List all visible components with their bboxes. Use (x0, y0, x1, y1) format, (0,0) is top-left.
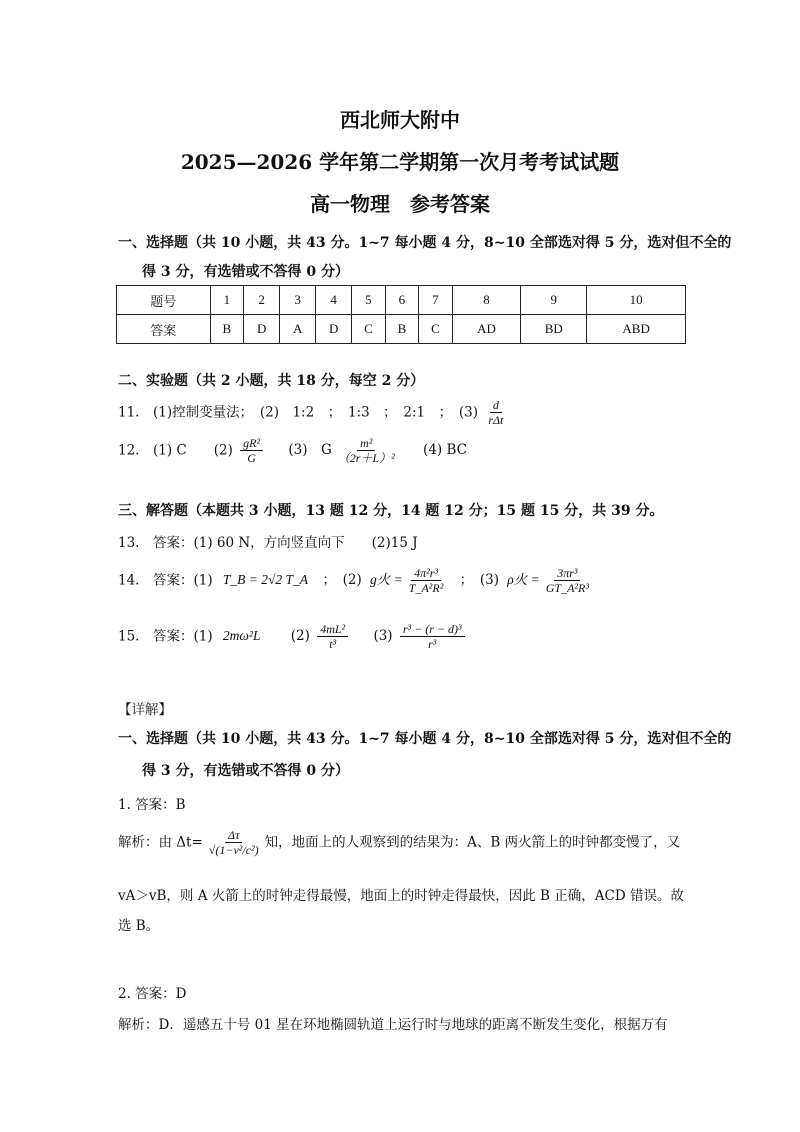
frac-num: gR² (240, 436, 263, 451)
table-cell: C (352, 315, 386, 344)
table-cell: BD (521, 315, 587, 344)
table-cell: B (210, 315, 244, 344)
q15-part3: (3) (373, 628, 393, 645)
q14-part2: ； (2) (322, 572, 362, 589)
table-header-cell: 题号 (117, 286, 211, 315)
frac-num: d (490, 398, 502, 413)
detail-label: 【详解】 (118, 702, 172, 718)
table-cell: D (316, 315, 352, 344)
q15-prefix: 15. 答案：(1) (118, 628, 213, 645)
exam-title: 2025—2026 学年第二学期第一次月考考试试题 (180, 150, 620, 174)
section2-heading: 二、实验题（共 2 小题，共 18 分，每空 2 分） (118, 373, 425, 389)
frac-den: t³ (329, 637, 337, 652)
section3-heading: 三、解答题（本题共 3 小题，13 题 12 分，14 题 12 分；15 题 15 分，共 39 分。 (118, 503, 664, 519)
table-cell: 3 (280, 286, 316, 315)
q14-part3: ； (3) (459, 572, 499, 589)
table-cell: ABD (587, 315, 686, 344)
q14-rho-label: ρ火 = (507, 572, 540, 588)
q12-answer (118, 436, 467, 466)
frac-num: 3πr³ (554, 566, 580, 581)
table-row-numbers (117, 286, 686, 315)
q1-analysis-prefix: 解析：由 Δt= (118, 834, 203, 851)
frac-den: GT_A²R³ (545, 581, 589, 596)
table-cell: 8 (452, 286, 521, 315)
q14-prefix: 14. 答案：(1) (118, 572, 213, 589)
table-cell: 9 (521, 286, 587, 315)
table-cell: 1 (210, 286, 244, 315)
frac-den: rΔt (488, 413, 504, 428)
q14-expr1: T_B = 2√2 T_A (222, 572, 309, 588)
answer-subtitle: 高一物理 参考答案 (310, 192, 490, 216)
table-cell: D (244, 315, 280, 344)
q1-analysis-line3: 选 B。 (118, 918, 160, 934)
detail-section1-heading-cont: 得 3 分，有选错或不答得 0 分） (142, 763, 349, 779)
table-header-cell: 答案 (117, 315, 211, 344)
q11-fraction (485, 398, 506, 428)
table-cell: 4 (316, 286, 352, 315)
table-cell: 10 (587, 286, 686, 315)
q15-fraction-1 (317, 622, 348, 652)
frac-den: G (247, 451, 256, 466)
q14-g-label: g火 = (370, 572, 403, 588)
q1-answer: 1. 答案：B (118, 797, 186, 813)
frac-num: m² (357, 436, 375, 451)
q14-fraction-2 (543, 566, 592, 596)
school-title: 西北师大附中 (340, 108, 460, 132)
frac-num: 4mL² (317, 622, 348, 637)
q15-expr1: 2mω²L (222, 628, 261, 644)
q12-part4: (4) BC (423, 442, 467, 459)
q1-analysis-line2: vA＞vB，则 A 火箭上的时钟走得最慢，地面上的时钟走得最快，因此 B 正确，ACD 错误。故 (118, 888, 684, 904)
table-cell: 2 (244, 286, 280, 315)
q11-text: 11. (1)控制变量法； (2) 1:2 ； 1:3 ； 2:1 ； (3) (118, 404, 479, 421)
q15-part2: (2) (290, 628, 310, 645)
q1-analysis-rest: 知，地面上的人观察到的结果为：A、B 两火箭上的时钟都变慢了，又 (264, 834, 681, 851)
detail-section1-heading: 一、选择题（共 10 小题，共 43 分。1~7 每小题 4 分，8~10 全部选对得 5 分，选对但不全的 (118, 731, 732, 747)
q12-prefix: 12. (1) C (2) (118, 442, 233, 459)
frac-den: r³ (428, 637, 437, 652)
q12-part3: (3) G (288, 442, 332, 459)
q1-fraction (206, 828, 262, 858)
frac-num: r³ − (r − d)³ (400, 622, 465, 637)
frac-num: 4π²r³ (411, 566, 441, 581)
table-cell: C (419, 315, 453, 344)
table-cell: A (280, 315, 316, 344)
table-cell: B (385, 315, 419, 344)
frac-den: （2r＋L）² (337, 451, 395, 466)
q12-fraction-2 (240, 436, 263, 466)
section1-heading: 一、选择题（共 10 小题，共 43 分。1~7 每小题 4 分，8~10 全部选对得 5 分，选对但不全的 (118, 235, 732, 251)
frac-num: Δτ (225, 828, 242, 843)
q2-answer: 2. 答案：D (118, 986, 187, 1002)
answer-table (116, 285, 686, 344)
q15-fraction-2 (400, 622, 465, 652)
q14-answer (118, 566, 595, 596)
q1-analysis (118, 828, 680, 858)
table-cell: 7 (419, 286, 453, 315)
q14-fraction-1 (406, 566, 447, 596)
section1-heading-cont: 得 3 分，有选错或不答得 0 分） (142, 264, 349, 280)
q13-answer: 13. 答案：(1) 60 N，方向竖直向下 (2)15 J (118, 535, 418, 551)
frac-den: √(1−v²/c²) (208, 843, 259, 858)
q2-analysis: 解析：D．遥感五十号 01 星在环地椭圆轨道上运行时与地球的距离不断发生变化，根据万有 (118, 1017, 668, 1033)
q11-answer (118, 398, 509, 428)
frac-den: T_A²R² (408, 581, 444, 596)
table-row-answers (117, 315, 686, 344)
table-cell: AD (452, 315, 521, 344)
q15-answer (118, 622, 468, 652)
table-cell: 5 (352, 286, 386, 315)
q12-fraction-3 (335, 436, 398, 466)
table-cell: 6 (385, 286, 419, 315)
